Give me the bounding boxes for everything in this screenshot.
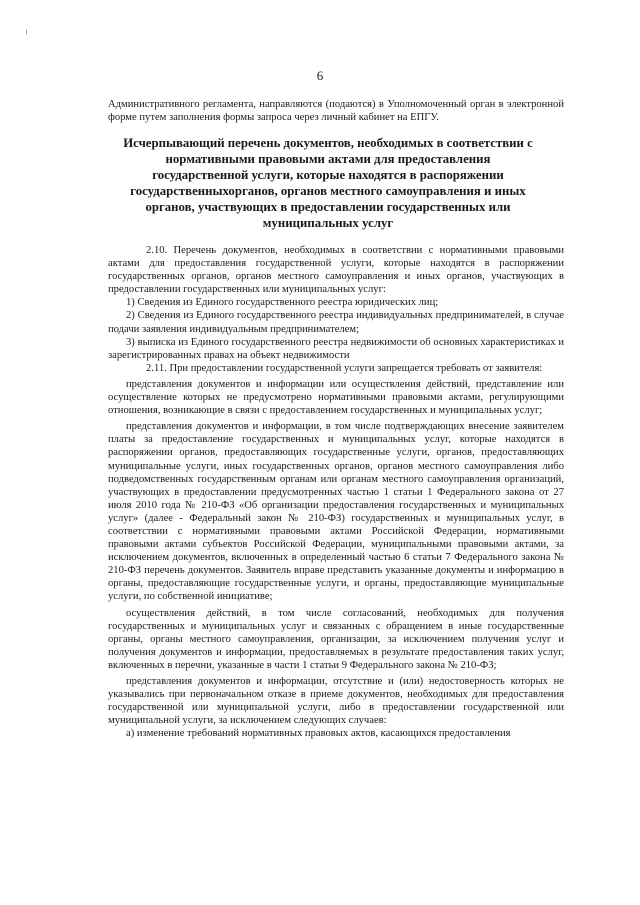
intro-paragraph: Административного регламента, направляются (подаются) в Уполномоченный орган в электронной форме путем заполнения формы запроса через личный кабинет на ЕПГУ. xyxy=(108,99,564,124)
list-item: а) изменение требований нормативных правовых актов, касающихся предоставления xyxy=(126,728,511,740)
list-item: представления документов и информации, отсутствие и (или) недостоверность которых не указывались при первоначальном отказе в приеме документов, необходимых для предоставления государственной или муниципальной услуги, либо в предоставлении государственной или муниципальной услуги, за исключением следующих случаев: xyxy=(108,676,564,727)
page-number: 6 xyxy=(316,68,324,83)
list-item: 1) Сведения из Единого государственного реестра юридических лиц; xyxy=(126,297,439,309)
list-item: представления документов и информации или осуществления действий, представление или осуществление которых не предусмотрено нормативными правовыми актами, регулирующими отношения, возникающие в связи с предоставлением государственных и муниципальных услуг; xyxy=(108,378,564,417)
list-item: 3) выписка из Единого государственного реестра недвижимости об основных характеристиках и зарегистрированных правах на объект недвижимости xyxy=(108,336,564,361)
body-text xyxy=(108,244,564,740)
list-item: представления документов и информации, в том числе подтверждающих внесение заявителем платы за предоставление государственных и муниципальных услуг, которые находятся в распоряжении органов, предоставляющих государственные услуги, органов, предоставляющих муниципальные услуги, иных государственных органов, органов местного самоуправления либо подведомственных государственным органам или органам местного самоуправления организаций, участвующих в предоставлении предусмотренных частью 1 статьи 1 Федерального закона от 27 июля 2010 года № 210-ФЗ «Об организации предоставления государственных и муниципальных услуг» (далее - Федеральный закон № 210-ФЗ) государственных и муниципальных услуг, в соответствии с нормативными правовыми актами Российской Федерации, нормативными правовыми актами субъектов Российской Федерации, муниципальными правовыми актами, за исключением документов, включенных в определенный частью 6 статьи 7 Федерального закона № 210-ФЗ перечень документов. Заявитель вправе представить указанные документы и информацию в органы, предоставляющие государственные услуги, и органы, предоставляющие муниципальные услуги, по собственной инициативе; xyxy=(108,421,564,603)
scan-mark xyxy=(26,30,27,34)
section-heading: Исчерпывающий перечень документов, необходимых в соответствии с нормативными правовыми актами для предоставления государственной услуги, которые находятся в распоряжении государственныхорганов, органов местного самоуправления и иных органов, участвующих в предоставлении государственных или муниципальных услуг xyxy=(123,136,533,230)
paragraph-2-11: 2.11. При предоставлении государственной услуги запрещается требовать от заявителя: xyxy=(146,362,543,374)
paragraph-2-10: 2.10. Перечень документов, необходимых в соответствии с нормативными правовыми актами для предоставления государственной услуги, которые находятся в распоряжении государственных органов, органов местного самоуправления и иных органов, участвующих в предоставлении государственных или муниципальных услуг: xyxy=(108,245,564,296)
list-item: осуществления действий, в том числе согласований, необходимых для получения государственных и муниципальных услуг и связанных с обращением в иные государственные органы, органы местного самоуправления, организации, за исключением получения услуг и получения документов и информации, предоставляемых в результате предоставления таких услуг, включенных в перечни, указанные в части 1 статьи 9 Федерального закона № 210-ФЗ; xyxy=(108,607,564,671)
list-item: 2) Сведения из Единого государственного реестра индивидуальных предпринимателей, в случае подачи заявления индивидуальным предпринимателем; xyxy=(108,310,564,335)
